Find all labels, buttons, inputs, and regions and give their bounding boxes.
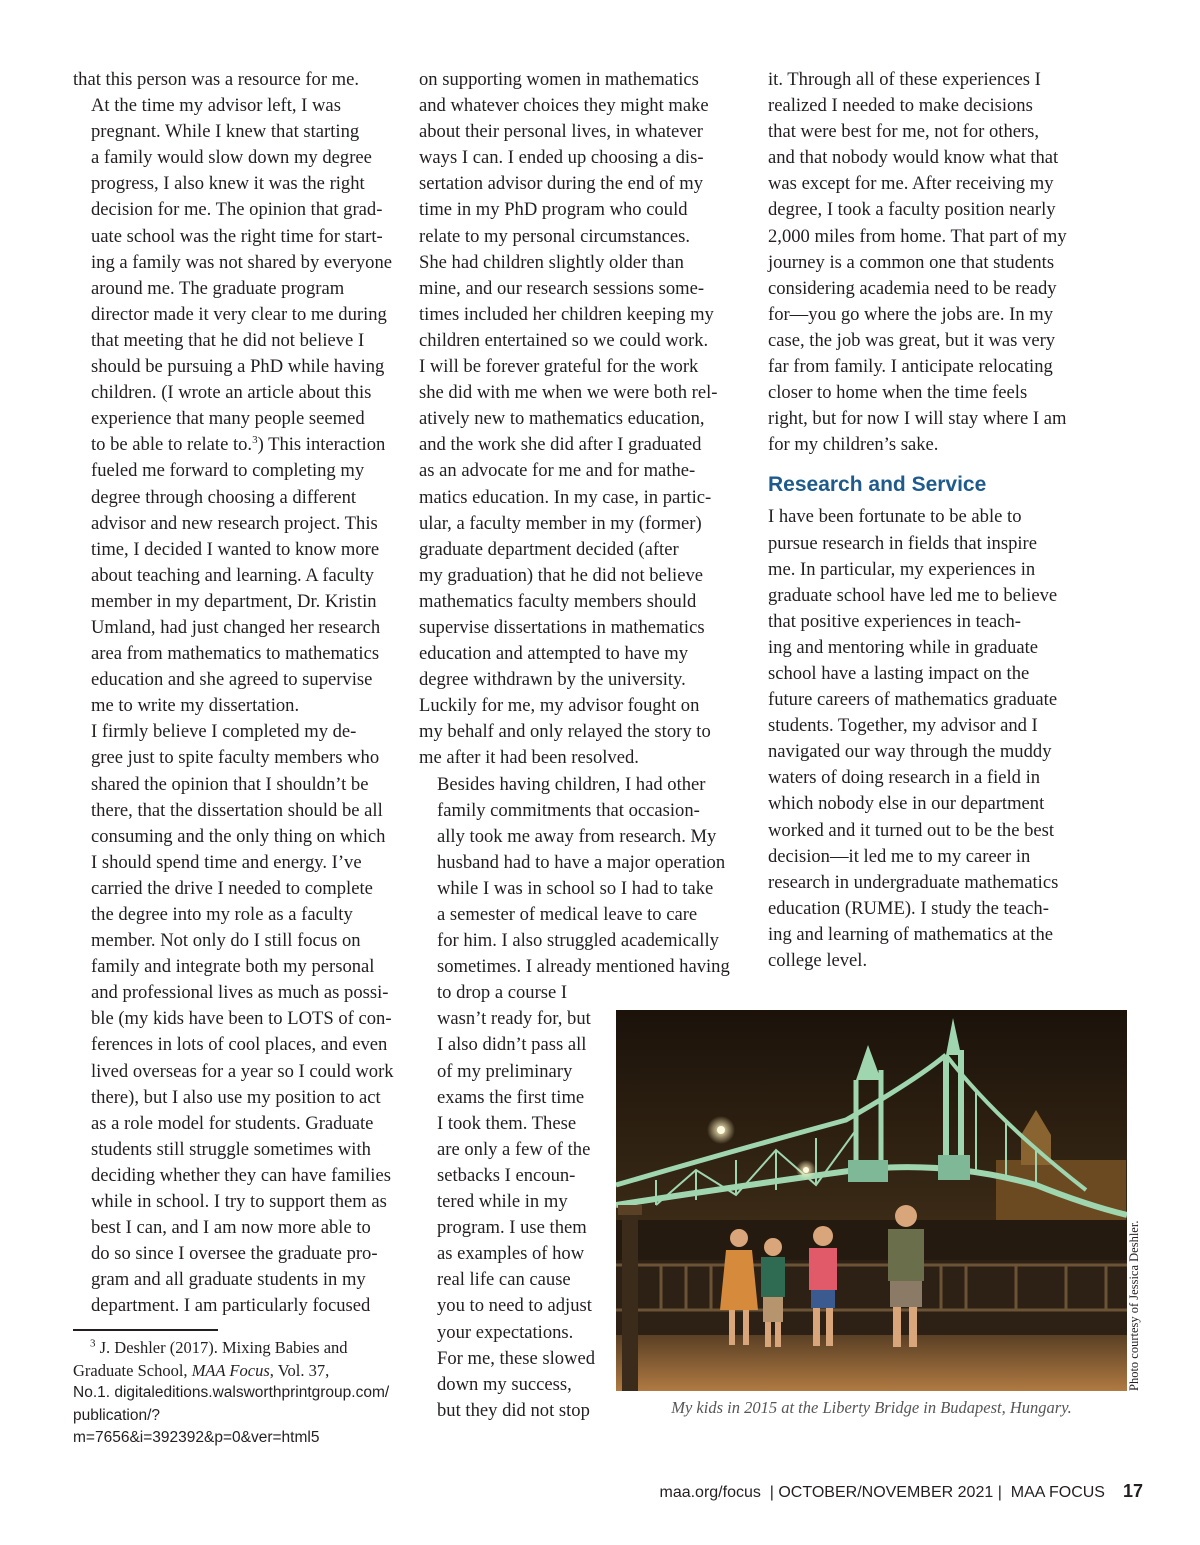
text-line: lived overseas for a year so I could work xyxy=(91,1060,394,1082)
paragraph xyxy=(768,67,1108,458)
text-line: school have a lasting impact on the xyxy=(768,662,1030,684)
text-line: future careers of mathematics graduate xyxy=(768,689,1058,711)
text-line: decision—it led me to my career in xyxy=(768,845,1031,867)
text-line: there), but I also use my position to act xyxy=(91,1086,381,1108)
text-line: atively new to mathematics education, xyxy=(419,408,705,430)
text-line: a semester of medical leave to care xyxy=(437,904,698,925)
text-line: research in undergraduate mathematics xyxy=(768,871,1059,893)
text-line: degree through choosing a different xyxy=(91,486,357,508)
text-line: advisor and new research project. This xyxy=(91,512,378,534)
text-line: education and she agreed to supervise xyxy=(91,669,373,691)
text-line: ble (my kids have been to LOTS of con- xyxy=(91,1008,392,1030)
footnote-ref: 3 xyxy=(252,434,258,447)
footnote-url: No.1. digitaleditions.walsworthprintgroup.com/ xyxy=(73,1384,390,1401)
text-line: children. (I wrote an article about this xyxy=(91,382,372,404)
text-line: experience that many people seemed xyxy=(91,408,365,430)
text-line: as a role model for students. Graduate xyxy=(91,1112,374,1134)
paragraph xyxy=(73,67,403,93)
text-line: ing and mentoring while in graduate xyxy=(768,636,1039,658)
text-line: program. I use them xyxy=(437,1217,587,1239)
text-line: there, that the dissertation should be all xyxy=(91,799,383,821)
text-line: ways I can. I ended up choosing a dis- xyxy=(419,147,704,169)
text-line: area from mathematics to mathematics xyxy=(91,643,380,665)
text-line: that were best for me, not for others, xyxy=(768,121,1040,143)
footnote-line xyxy=(73,1360,403,1383)
footnote-number: 3 xyxy=(90,1337,96,1350)
text-line: department. I am particularly focused xyxy=(91,1295,371,1317)
text-line: decision for me. The opinion that grad- xyxy=(91,199,383,221)
text-line: closer to home when the time feels xyxy=(768,382,1028,404)
text-line: setbacks I encoun- xyxy=(437,1164,576,1186)
text-fragment: ) This interaction xyxy=(257,434,386,456)
text-line: and whatever choices they might make xyxy=(419,95,709,117)
text-line: graduate department decided (after xyxy=(419,538,679,560)
text-line: shared the opinion that I shouldn’t be xyxy=(91,773,369,795)
text-line: ular, a faculty member in my (former) xyxy=(419,512,702,534)
text-line: uate school was the right time for start- xyxy=(91,225,383,247)
text-line: for him. I also struggled academically xyxy=(437,930,719,952)
text-line: degree withdrawn by the university. xyxy=(419,669,686,691)
paragraph xyxy=(73,719,403,1319)
text-line: do so since I oversee the graduate pro- xyxy=(91,1243,378,1265)
text-line: education and attempted to have my xyxy=(419,643,689,665)
text-line: gree just to spite faculty members who xyxy=(91,747,380,769)
page-footer xyxy=(659,1481,1143,1502)
section-heading: Research and Service xyxy=(768,473,987,497)
text-line: for my children’s sake. xyxy=(768,434,939,456)
text-line: consuming and the only thing on which xyxy=(91,825,386,847)
text-line: ally took me away from research. My xyxy=(437,825,717,847)
text-line: gram and all graduate students in my xyxy=(91,1269,366,1291)
text-line: I should spend time and energy. I’ve xyxy=(91,851,362,873)
text-line: right, but for now I will stay where I am xyxy=(768,408,1067,430)
text-line: about teaching and learning. A faculty xyxy=(91,564,374,586)
text-line: on supporting women in mathematics xyxy=(419,69,699,90)
column-3 xyxy=(768,67,1108,974)
text-line: while I was in school so I had to take xyxy=(437,877,714,899)
text-line: waters of doing research in a field in xyxy=(768,767,1041,789)
text-line: should be pursuing a PhD while having xyxy=(91,356,385,378)
text-line: real life can cause xyxy=(437,1269,571,1291)
text-line: me after it had been resolved. xyxy=(419,747,639,769)
text-line: supervise dissertations in mathematics xyxy=(419,616,705,638)
text-line: time in my PhD program who could xyxy=(419,199,688,221)
text-line: and that nobody would know what that xyxy=(768,147,1059,169)
text-line: she did with me when we were both rel- xyxy=(419,382,718,404)
text-line: Umland, had just changed her research xyxy=(91,616,381,638)
text-line: and the work she did after I graduated xyxy=(419,434,702,456)
text-line: best I can, and I am now more able to xyxy=(91,1217,371,1239)
text-line: exams the first time xyxy=(437,1086,585,1108)
paragraph xyxy=(73,93,403,719)
text-line: my behalf and only relayed the story to xyxy=(419,721,711,743)
text-line: and professional lives as much as possi- xyxy=(91,982,389,1004)
text-line: relate to my personal circumstances. xyxy=(419,225,691,247)
text-line: education (RUME). I study the teach- xyxy=(768,897,1049,919)
text-line: graduate school have led me to believe xyxy=(768,584,1058,606)
text-line: down my success, xyxy=(437,1373,572,1395)
text-line: sertation advisor during the end of my xyxy=(419,173,704,195)
sidewalk xyxy=(616,1335,1127,1391)
text-line: pursue research in fields that inspire xyxy=(768,532,1038,554)
text-line: ing a family was not shared by everyone xyxy=(91,251,393,273)
text-line: are only a few of the xyxy=(437,1138,591,1160)
text-line: mathematics faculty members should xyxy=(419,590,697,612)
text-line: college level. xyxy=(768,950,868,971)
footnote-line xyxy=(73,1337,403,1360)
text-line: while in school. I try to support them as xyxy=(91,1191,387,1213)
text-line: your expectations. xyxy=(437,1321,574,1343)
text-line: member in my department, Dr. Kristin xyxy=(91,590,377,612)
text-line: as an advocate for me and for mathe- xyxy=(419,460,696,482)
text-line: that positive experiences in teach- xyxy=(768,610,1021,632)
footnote xyxy=(73,1337,403,1450)
footnote-url: publication/?m=7656&i=392392&p=0&ver=html5 xyxy=(73,1406,320,1446)
text-line: around me. The graduate program xyxy=(91,277,345,299)
text-line: that this person was a resource for me. xyxy=(73,69,360,90)
footnote-text: , Vol. 37, xyxy=(269,1360,330,1380)
text-line: degree, I took a faculty position nearly xyxy=(768,199,1056,221)
text-line: ferences in lots of cool places, and even xyxy=(91,1034,388,1056)
text-line: At the time my advisor left, I was xyxy=(91,95,341,117)
text-line: journey is a common one that students xyxy=(768,251,1055,273)
text-line: I firmly believe I completed my de- xyxy=(91,721,357,743)
text-line: deciding whether they can have families xyxy=(91,1164,391,1186)
text-line: time, I decided I wanted to know more xyxy=(91,538,380,560)
text-line: 2,000 miles from home. That part of my xyxy=(768,225,1067,247)
text-line: you to need to adjust xyxy=(437,1295,592,1317)
photo-credit: Photo courtesy of Jessica Deshler. xyxy=(1127,1220,1141,1391)
text-line: students still struggle sometimes with xyxy=(91,1138,371,1160)
text-line: case, the job was great, but it was very xyxy=(768,329,1056,351)
text-line: my graduation) that he did not believe xyxy=(419,564,703,586)
footnote-text: Graduate School, xyxy=(73,1360,192,1380)
paragraph xyxy=(419,67,749,772)
footnote-journal: MAA Focus xyxy=(191,1360,270,1380)
text-line: students. Together, my advisor and I xyxy=(768,715,1038,737)
footnote-text: J. Deshler (2017). Mixing Babies and xyxy=(99,1338,348,1357)
bridge-photo xyxy=(616,1010,1127,1391)
text-line: I have been fortunate to be able to xyxy=(768,506,1022,528)
text-line: wasn’t ready for, but xyxy=(437,1008,591,1030)
river xyxy=(616,1220,1127,1265)
text-line: navigated our way through the muddy xyxy=(768,741,1052,763)
text-line: was except for me. After receiving my xyxy=(768,173,1054,195)
text-line: which nobody else in our department xyxy=(768,793,1045,815)
text-line: family commitments that occasion- xyxy=(437,799,700,821)
text-line: me. In particular, my experiences in xyxy=(768,558,1036,580)
text-line: For me, these slowed xyxy=(437,1347,596,1369)
column-1 xyxy=(73,67,403,1320)
text-line: worked and it turned out to be the best xyxy=(768,819,1055,841)
paragraph xyxy=(768,504,1108,974)
text-line: family and integrate both my personal xyxy=(91,956,375,978)
text-line: of my preliminary xyxy=(437,1060,573,1082)
text-line: I took them. These xyxy=(437,1112,577,1134)
text-line: director made it very clear to me during xyxy=(91,303,387,325)
text-line: times included her children keeping my xyxy=(419,303,714,325)
text-line: husband had to have a major operation xyxy=(437,851,726,873)
footer-text: maa.org/focus | OCTOBER/NOVEMBER 2021 | MAA FOCUS xyxy=(659,1484,1105,1501)
text-line: fueled me forward to completing my xyxy=(91,460,365,482)
text-line: to be able to relate to.$^3$) This interaction xyxy=(91,434,386,456)
text-line: that meeting that he did not believe I xyxy=(91,329,365,351)
text-line: mine, and our research sessions some- xyxy=(419,277,705,299)
text-line: realized I needed to make decisions xyxy=(768,95,1033,117)
text-line: the degree into my role as a faculty xyxy=(91,904,353,925)
bridge-photo-image xyxy=(616,1010,1127,1391)
text-line: matics education. In my case, in partic- xyxy=(419,486,712,508)
text-line: it. Through all of these experiences I xyxy=(768,69,1041,90)
text-line: ing and learning of mathematics at the xyxy=(768,923,1054,945)
text-line: children entertained so we could work. xyxy=(419,329,709,351)
text-line: Luckily for me, my advisor fought on xyxy=(419,695,700,717)
footnote-divider xyxy=(73,1329,218,1331)
text-line: a family would slow down my degree xyxy=(91,147,372,169)
text-line: to drop a course I xyxy=(437,982,568,1004)
text-line: She had children slightly older than xyxy=(419,251,684,273)
text-line: carried the drive I needed to complete xyxy=(91,877,373,899)
text-line: tered while in my xyxy=(437,1191,568,1213)
photo-caption: My kids in 2015 at the Liberty Bridge in Budapest, Hungary. xyxy=(671,1398,1072,1417)
text-line: member. Not only do I still focus on xyxy=(91,930,361,952)
text-line: for—you go where the jobs are. In my xyxy=(768,303,1054,325)
page-number: 17 xyxy=(1122,1481,1143,1501)
text-line: about their personal lives, in whatever xyxy=(419,121,703,143)
text-line: I will be forever grateful for the work xyxy=(419,356,699,378)
text-line: pregnant. While I knew that starting xyxy=(91,121,360,143)
text-line: me to write my dissertation. xyxy=(91,695,300,717)
text-line: I also didn’t pass all xyxy=(437,1034,587,1056)
text-line: sometimes. I already mentioned having xyxy=(437,956,730,978)
text-line: far from family. I anticipate relocating xyxy=(768,356,1053,378)
railing xyxy=(616,1260,1127,1335)
text-line: but they did not stop xyxy=(437,1399,590,1421)
text-line: progress, I also knew it was the right xyxy=(91,173,365,195)
text-line: Besides having children, I had other xyxy=(437,773,706,795)
text-line: considering academia need to be ready xyxy=(768,277,1057,299)
text-line: as examples of how xyxy=(437,1243,585,1265)
